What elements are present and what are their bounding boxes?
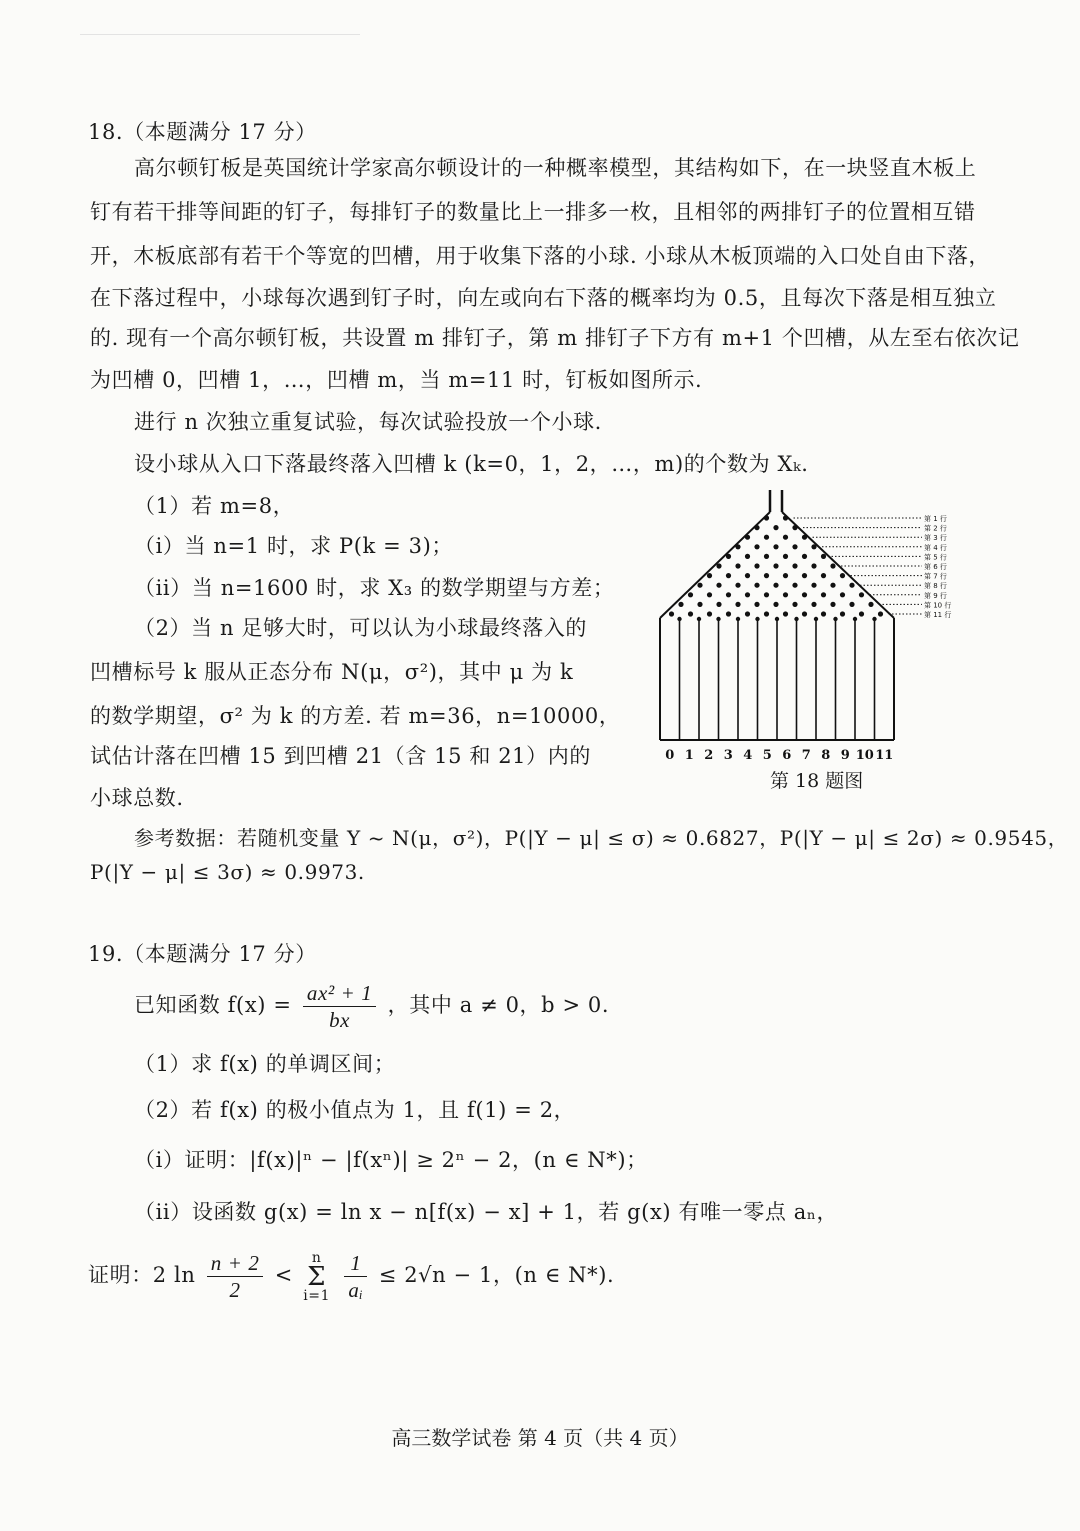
peg — [821, 554, 826, 559]
peg — [792, 583, 797, 588]
peg — [754, 583, 759, 588]
q18-trial-text: 进行 n 次独立重复试验，每次试验投放一个小球. — [134, 410, 602, 434]
peg — [764, 535, 769, 540]
peg — [735, 583, 740, 588]
peg — [775, 617, 779, 621]
peg — [802, 592, 807, 597]
peg — [688, 592, 693, 597]
slot-label: 8 — [821, 748, 831, 763]
proof-log-fraction — [207, 1250, 264, 1303]
peg — [773, 525, 778, 530]
peg — [872, 617, 876, 621]
peg — [726, 573, 731, 578]
q18-define-text: 设小球从入口下落最终落入凹槽 k (k=0，1，2，…，m)的个数为 Xₖ. — [134, 452, 809, 476]
peg — [802, 573, 807, 578]
peg — [853, 617, 857, 621]
slot-label: 10 — [855, 748, 874, 763]
peg — [773, 544, 778, 549]
row-label: 第 7 行 — [924, 572, 947, 581]
q19-given-prefix: 已知函数 f(x) = — [134, 993, 292, 1017]
peg — [735, 602, 740, 607]
peg — [833, 617, 837, 621]
peg — [811, 583, 816, 588]
peg — [821, 592, 826, 597]
peg — [802, 554, 807, 559]
peg — [764, 611, 769, 616]
slot-label: 11 — [875, 748, 894, 763]
q19-proof-statement — [88, 1250, 614, 1303]
less-than-sign: < — [274, 1263, 293, 1287]
q18-para-line: 在下落过程中，小球每次遇到钉子时，向左或向右下落的概率均为 0.5，且每次下落是相互独立 — [90, 286, 997, 310]
slot-label: 1 — [684, 748, 694, 763]
row-label: 第 5 行 — [924, 553, 947, 562]
peg — [745, 573, 750, 578]
slot-label: 0 — [665, 748, 675, 763]
peg — [849, 602, 854, 607]
q18-para-line: 的. 现有一个高尔顿钉板，共设置 m 排钉子，第 m 排钉子下方有 m+1 个凹槽，从左至右依次记 — [90, 326, 1020, 350]
summation — [303, 1251, 330, 1303]
q18-para-line: 钉有若干排等间距的钉子，每排钉子的数量比上一排多一枚，且相邻的两排钉子的位置相互错 — [90, 200, 976, 224]
peg — [707, 592, 712, 597]
q18-sub2-line: （2）当 n 足够大时，可以认为小球最终落入的 — [134, 616, 588, 640]
peg — [773, 563, 778, 568]
peg — [726, 611, 731, 616]
peg — [735, 544, 740, 549]
peg — [669, 611, 674, 616]
row-label: 第 3 行 — [924, 534, 947, 543]
slot-label: 2 — [704, 748, 714, 763]
q18-sub1i: （i）当 n=1 时，求 P(k = 3)； — [134, 534, 453, 558]
q18-heading: 18.（本题满分 17 分） — [88, 120, 317, 144]
peg — [830, 563, 835, 568]
peg — [754, 544, 759, 549]
sigma-icon: Σ — [307, 1261, 327, 1292]
top-rule — [80, 34, 360, 35]
row-label: 第 4 行 — [924, 543, 947, 552]
q19-given — [134, 980, 609, 1033]
peg — [754, 602, 759, 607]
peg — [773, 583, 778, 588]
peg — [773, 602, 778, 607]
peg — [783, 515, 788, 520]
peg — [868, 602, 873, 607]
slot-label: 9 — [840, 748, 850, 763]
peg — [754, 525, 759, 530]
peg — [726, 592, 731, 597]
peg — [764, 573, 769, 578]
peg — [878, 611, 883, 616]
peg — [840, 573, 845, 578]
peg — [859, 592, 864, 597]
peg — [745, 535, 750, 540]
q18-sub2-line: 试估计落在凹槽 15 到凹槽 21（含 15 和 21）内的 — [90, 744, 591, 768]
peg — [707, 611, 712, 616]
peg — [745, 554, 750, 559]
peg — [840, 611, 845, 616]
q18-reference-data: 参考数据：若随机变量 Y ~ N(μ，σ²)，P(|Y − μ| ≤ σ) ≈ 0.6827，P(|Y − μ| ≤ 2σ) ≈ 0.9545， — [134, 826, 1069, 850]
peg — [716, 583, 721, 588]
peg — [716, 602, 721, 607]
q19-given-suffix: ，其中 a ≠ 0，b > 0. — [387, 993, 610, 1017]
sum-term-fraction — [344, 1250, 367, 1303]
peg — [830, 602, 835, 607]
q19-sub2: （2）若 f(x) 的极小值点为 1，且 f(1) = 2， — [134, 1098, 576, 1122]
q18-sub2-line: 凹槽标号 k 服从正态分布 N(μ，σ²)，其中 μ 为 k — [90, 660, 574, 684]
galton-board-figure — [650, 488, 980, 766]
peg — [716, 617, 720, 621]
q18-sub2-line: 的数学期望，σ² 为 k 的方差. 若 m=36，n=10000， — [90, 704, 621, 728]
peg — [783, 611, 788, 616]
peg — [811, 544, 816, 549]
peg — [745, 611, 750, 616]
fraction-numerator: n + 2 — [207, 1250, 264, 1277]
fraction-denominator: bx — [329, 1008, 351, 1032]
peg — [755, 617, 759, 621]
peg — [678, 602, 683, 607]
peg — [821, 573, 826, 578]
peg — [792, 544, 797, 549]
q18-sub1: （1）若 m=8， — [134, 494, 295, 518]
fraction-numerator: ax² + 1 — [303, 980, 377, 1007]
peg — [802, 535, 807, 540]
peg — [814, 617, 818, 621]
peg — [688, 611, 693, 616]
proof-prefix: 证明：2 ln — [88, 1263, 196, 1287]
peg — [783, 592, 788, 597]
q18-reference-data-2: P(|Y − μ| ≤ 3σ) ≈ 0.9973. — [90, 860, 365, 884]
peg — [792, 563, 797, 568]
peg — [697, 583, 702, 588]
peg — [821, 611, 826, 616]
q18-sub1ii: （ii）当 n=1600 时，求 X₃ 的数学期望与方差； — [134, 576, 615, 600]
slot-label: 6 — [782, 748, 792, 763]
sum-upper-limit: n — [311, 1249, 322, 1266]
q18-sub2-line: 小球总数. — [90, 786, 184, 810]
q18-para-line: 高尔顿钉板是英国统计学家高尔顿设计的一种概率模型，其结构如下，在一块竖直木板上 — [134, 156, 977, 180]
peg — [811, 563, 816, 568]
peg — [840, 592, 845, 597]
fraction-denominator: 2 — [229, 1278, 241, 1302]
slot-label: 5 — [762, 748, 772, 763]
peg — [859, 611, 864, 616]
peg — [745, 592, 750, 597]
peg — [736, 617, 740, 621]
figure-caption: 第 18 题图 — [770, 770, 864, 792]
peg — [792, 525, 797, 530]
fraction-numerator: 1 — [344, 1250, 367, 1277]
q19-heading: 19.（本题满分 17 分） — [88, 942, 317, 966]
proof-suffix: ≤ 2√n − 1，(n ∈ N*). — [378, 1263, 615, 1287]
peg — [764, 554, 769, 559]
peg — [707, 573, 712, 578]
peg — [677, 617, 681, 621]
row-label: 第 1 行 — [924, 515, 947, 523]
peg — [726, 554, 731, 559]
peg — [697, 617, 701, 621]
peg — [716, 563, 721, 568]
peg — [792, 602, 797, 607]
peg — [783, 573, 788, 578]
peg — [802, 611, 807, 616]
row-label: 第 11 行 — [924, 611, 952, 619]
row-label: 第 8 行 — [924, 582, 947, 591]
peg — [830, 583, 835, 588]
board-roof — [660, 512, 770, 618]
q19-sub2i: （i）证明：|f(x)|ⁿ − |f(xⁿ)| ≥ 2ⁿ − 2，(n ∈ N*)； — [134, 1148, 648, 1172]
peg — [764, 515, 769, 520]
peg — [794, 617, 798, 621]
q18-para-line: 开，木板底部有若干个等宽的凹槽，用于收集下落的小球. 小球从木板顶端的入口处自由下落， — [90, 244, 991, 268]
peg — [849, 583, 854, 588]
peg — [697, 602, 702, 607]
page-footer: 高三数学试卷 第 4 页（共 4 页） — [391, 1426, 689, 1450]
q19-sub1: （1）求 f(x) 的单调区间； — [134, 1052, 396, 1076]
peg — [764, 592, 769, 597]
q19-function-fraction — [303, 980, 377, 1033]
slot-label: 4 — [743, 748, 753, 763]
peg — [754, 563, 759, 568]
q19-sub2ii: （ii）设函数 g(x) = ln x − n[f(x) − x] + 1，若 g(x) 有唯一零点 aₙ， — [134, 1200, 839, 1224]
row-label: 第 10 行 — [924, 601, 952, 610]
peg — [735, 563, 740, 568]
q18-para-line: 为凹槽 0，凹槽 1，…，凹槽 m，当 m=11 时，钉板如图所示. — [90, 368, 703, 392]
peg — [783, 535, 788, 540]
sum-lower-limit: i=1 — [303, 1287, 331, 1304]
slot-label: 7 — [801, 748, 811, 763]
fraction-denominator: aᵢ — [348, 1278, 364, 1302]
row-label: 第 9 行 — [924, 591, 947, 600]
row-label: 第 2 行 — [924, 524, 947, 533]
row-label: 第 6 行 — [924, 563, 947, 571]
peg — [783, 554, 788, 559]
slot-label: 3 — [723, 748, 733, 763]
peg — [811, 602, 816, 607]
